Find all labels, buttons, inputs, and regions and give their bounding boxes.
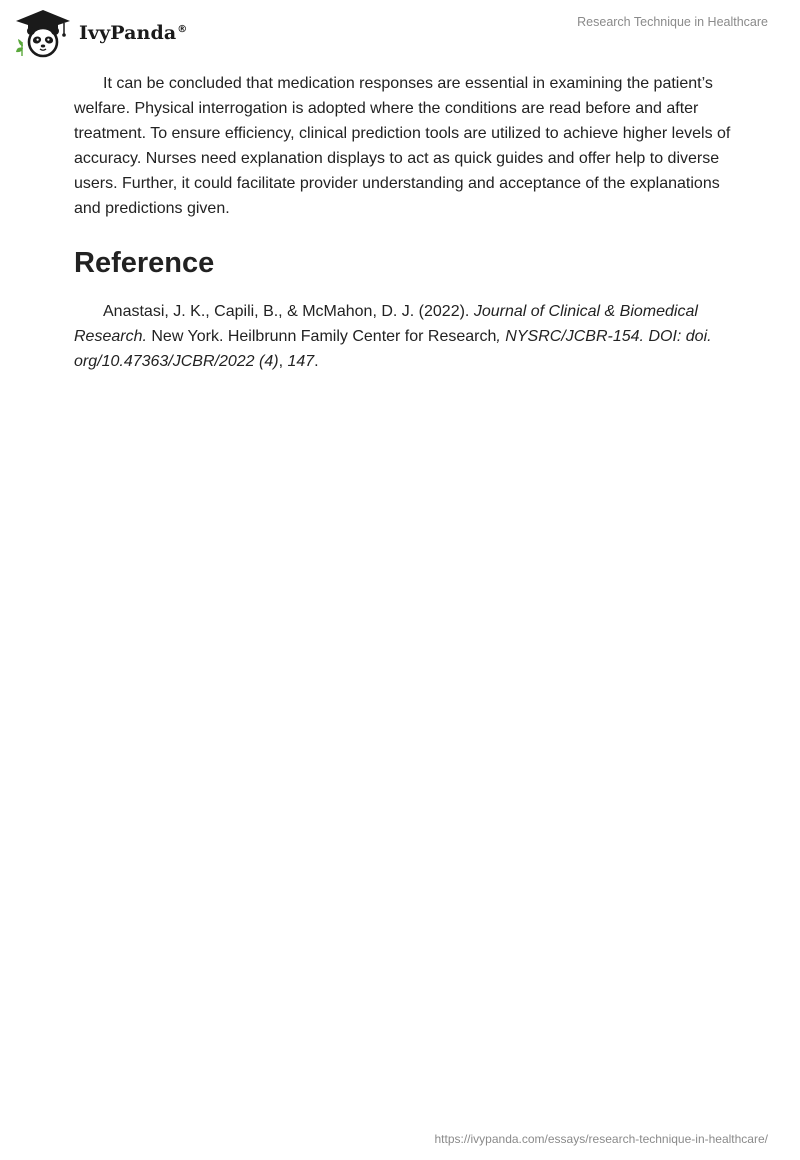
reference-details: , NYSRC/JCBR-154. DOI: doi. org/10.47363/JCBR/2022 (4) bbox=[74, 328, 712, 370]
logo-wordmark: IvyPanda® bbox=[79, 22, 188, 44]
reference-end: . bbox=[314, 353, 319, 370]
reference-comma: , bbox=[278, 353, 288, 370]
conclusion-paragraph: It can be concluded that medication responses are essential in examining the patient’s welfare. Physical interrogation is adopted where the conditions are read before and after treatment. To ensure efficiency, clinical prediction tools are utilized to achieve higher levels of accuracy. Nurses need explanation displays to act as quick guides and offer help to diverse users. Further, it could facilitate provider understanding and acceptance of the explanations and predictions given. bbox=[74, 75, 731, 217]
document-title: Research Technique in Healthcare bbox=[577, 15, 768, 29]
page-header bbox=[0, 0, 800, 64]
reference-heading: Reference bbox=[74, 247, 215, 279]
registered-mark: ® bbox=[177, 23, 188, 35]
reference-pages: 147 bbox=[287, 353, 315, 370]
essay-content bbox=[74, 71, 734, 374]
source-url[interactable]: https://ivypanda.com/essays/research-technique-in-healthcare/ bbox=[434, 1132, 768, 1146]
panda-graduation-cap-icon bbox=[14, 8, 72, 58]
reference-entry bbox=[74, 299, 734, 374]
reference-authors: Anastasi, J. K., Capili, B., & McMahon, D. J. (2022). bbox=[103, 303, 474, 320]
reference-publisher: New York. Heilbrunn Family Center for Research bbox=[146, 328, 497, 345]
reference-journal: Journal of Clinical & Biomedical Research. bbox=[74, 303, 698, 345]
ivypanda-logo[interactable] bbox=[14, 8, 187, 58]
